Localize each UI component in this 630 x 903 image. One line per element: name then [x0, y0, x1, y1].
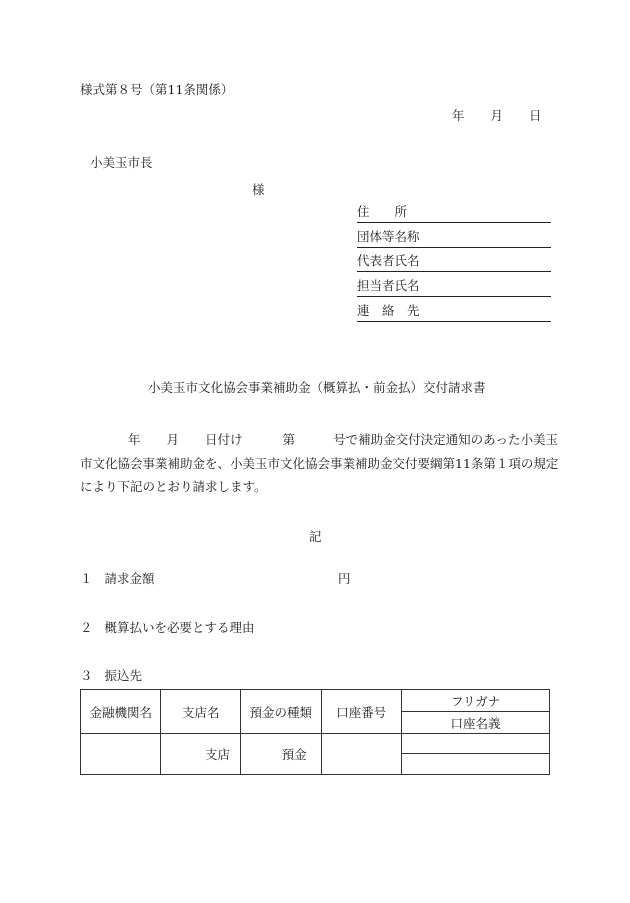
deposit-type-cell[interactable] [241, 734, 322, 775]
representative-name-label: 代表者氏名 [357, 253, 420, 268]
item-1-label: 請求金額 [104, 571, 155, 586]
address-label: 住 所 [357, 204, 408, 219]
item-1-number: １ [80, 571, 93, 586]
request-body [80, 428, 559, 499]
contact-label: 連 絡 先 [357, 303, 420, 318]
contact-person-field[interactable] [357, 278, 551, 297]
account-number-cell[interactable] [321, 734, 401, 775]
body-year: 年 [128, 432, 141, 447]
addressee-name: 小美玉市長 [90, 155, 153, 170]
item-1-unit: 円 [338, 571, 351, 586]
addressee-honorific: 様 [252, 182, 265, 197]
header-deposit-type: 預金の種類 [241, 690, 322, 734]
item-2-label: 概算払いを必要とする理由 [104, 620, 255, 635]
organization-name-label: 団体等名称 [357, 229, 420, 244]
organization-name-field[interactable] [357, 229, 551, 248]
body-number-prefix: 第 [282, 432, 296, 447]
body-line-1 [80, 428, 558, 452]
item-2 [80, 620, 255, 636]
item-1 [80, 571, 155, 587]
contact-person-label: 担当者氏名 [357, 278, 420, 293]
bank-name-cell[interactable] [81, 734, 161, 775]
address-field[interactable] [357, 204, 551, 223]
date-year: 年 [452, 108, 465, 123]
body-number-suffix: 号で補助金交付決定通知のあった小美玉 [333, 432, 558, 447]
header-branch-name: 支店名 [161, 690, 241, 734]
contact-field[interactable] [357, 303, 551, 322]
header-account-holder: 口座名義 [402, 712, 550, 734]
item-3-label: 振込先 [104, 668, 143, 683]
date-line [452, 108, 542, 124]
ki-heading: 記 [309, 529, 322, 544]
representative-name-field[interactable] [357, 253, 551, 272]
body-line-3: により下記のとおり請求します。 [80, 479, 267, 494]
header-furigana: フリガナ [402, 690, 550, 712]
item-3-number: ３ [80, 668, 93, 683]
body-day-dated: 日付け [205, 432, 243, 447]
header-account-number: 口座番号 [321, 690, 401, 734]
body-month: 月 [166, 432, 180, 447]
deposit-suffix: 預金 [281, 747, 307, 762]
body-line-2: 市文化協会事業補助金を、小美玉市文化協会事業補助金交付要綱第11条第１項の規定 [80, 455, 559, 471]
account-holder-cell[interactable] [402, 754, 550, 775]
branch-cell[interactable] [161, 734, 241, 775]
form-number: 様式第８号（第11条関係） [80, 82, 234, 97]
furigana-cell[interactable] [402, 734, 550, 754]
item-3 [80, 668, 142, 684]
document-title: 小美玉市文化協会事業補助金（概算払・前金払）交付請求書 [148, 380, 486, 395]
header-bank-name: 金融機関名 [81, 690, 161, 734]
bank-account-table [80, 689, 550, 775]
item-2-number: ２ [80, 620, 93, 635]
branch-suffix: 支店 [204, 747, 230, 762]
date-day: 日 [529, 108, 542, 123]
date-month: 月 [490, 108, 504, 123]
